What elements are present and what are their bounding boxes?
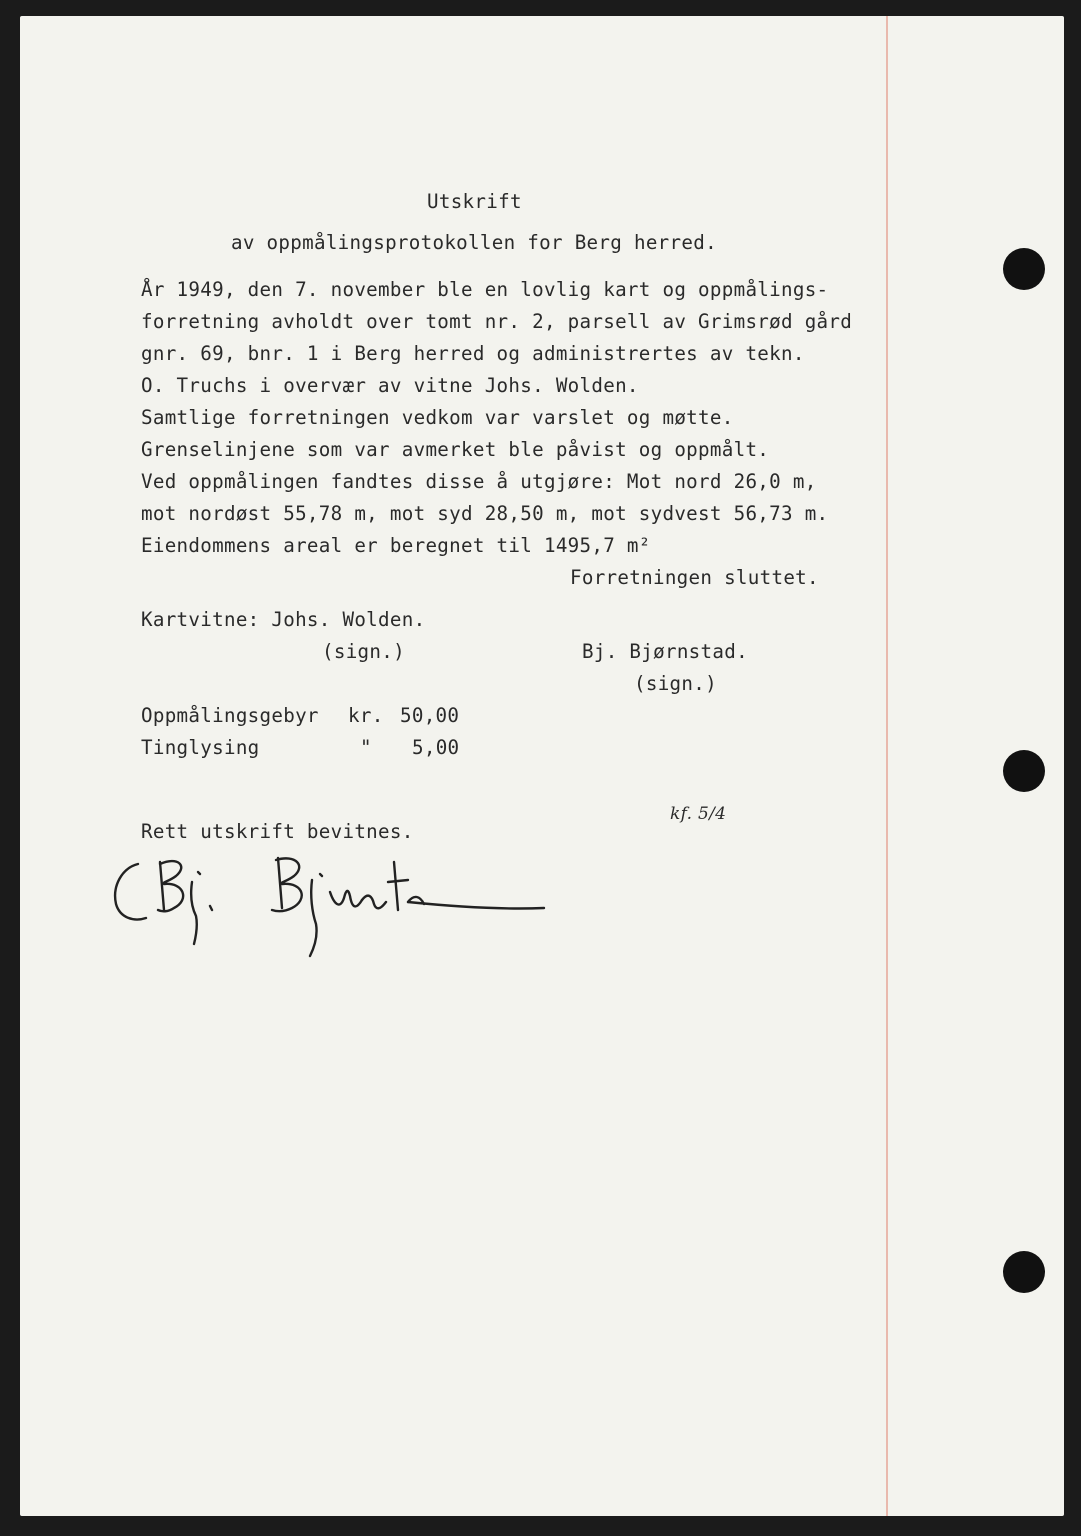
body-line: Eiendommens areal er beregnet til 1495,7 m² [141, 534, 651, 557]
body-line: gnr. 69, bnr. 1 i Berg herred og administrertes av tekn. [141, 342, 805, 365]
body-line: Samtlige forretningen vedkom var varslet og møtte. [141, 406, 734, 429]
body-line: Ved oppmålingen fandtes disse å utgjøre: Mot nord 26,0 m, [141, 470, 817, 493]
body-line: År 1949, den 7. november ble en lovlig kart og oppmålings- [141, 278, 829, 301]
signer-name: Bj. Bjørnstad. [582, 640, 748, 663]
fee-amount: 50,00 [400, 704, 460, 727]
signer-sign: (sign.) [634, 672, 717, 695]
document-page [20, 16, 1064, 1516]
red-margin-line [886, 16, 888, 1516]
certification-line: Rett utskrift bevitnes. [141, 820, 414, 843]
fee-unit: " [360, 736, 372, 759]
fee-label: Oppmålingsgebyr [141, 704, 319, 727]
document-subtitle: av oppmålingsprotokollen for Berg herred. [231, 231, 717, 254]
fee-label: Tinglysing [141, 736, 260, 759]
witness-label: Kartvitne: Johs. Wolden. [141, 608, 426, 631]
handwritten-signature [108, 852, 548, 962]
witness-sign: (sign.) [322, 640, 405, 663]
body-line: mot nordøst 55,78 m, mot syd 28,50 m, mot sydvest 56,73 m. [141, 502, 829, 525]
closing-line: Forretningen sluttet. [570, 566, 819, 589]
punch-hole-bottom [1003, 1251, 1045, 1293]
punch-hole-middle [1003, 750, 1045, 792]
punch-hole-top [1003, 248, 1045, 290]
document-title: Utskrift [427, 190, 522, 213]
body-line: forretning avholdt over tomt nr. 2, parsell av Grimsrød gård [141, 310, 853, 333]
fee-amount: 5,00 [412, 736, 460, 759]
fee-unit: kr. [348, 704, 384, 727]
body-line: O. Truchs i overvær av vitne Johs. Wolden. [141, 374, 639, 397]
initials-note: kf. 5/4 [670, 804, 727, 824]
body-line: Grenselinjene som var avmerket ble påvist og oppmålt. [141, 438, 770, 461]
